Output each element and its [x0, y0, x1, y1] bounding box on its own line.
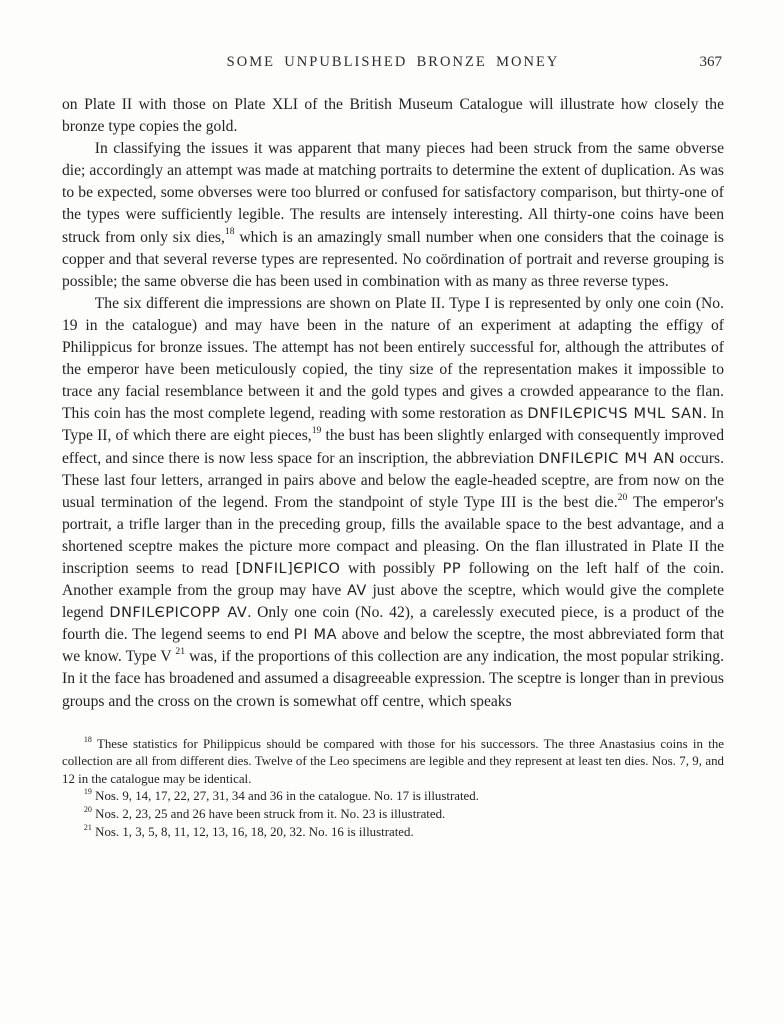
- text-run: The six different die impressions are shown on Plate II. Type I is represented by only one coin (No. 19 in the catalogue) and may have been in the nature of an experiment at adapting the effigy of Philippicus for bronze issues. The attempt has not been entirely successful for, although the attributes of the emperor have been meticulously copied, the tiny size of the representation makes it impossible to trace any facial resemblance between it and the gold types and gives a crowded appearance to the flan. This coin has the most complete legend, reading with some restoration as: [62, 294, 724, 423]
- coin-legend: DNFILЄPIC MЧ AN: [538, 450, 676, 467]
- coin-legend: [DNFIL]ЄPICO: [235, 560, 341, 577]
- footnote-ref: 18: [224, 226, 235, 238]
- text-run: . In Type II, of which there are eight pieces,: [62, 405, 724, 445]
- footnote-18: [62, 736, 724, 789]
- paragraph-die-impressions: [62, 293, 724, 713]
- paragraph-classifying-issues: [62, 138, 724, 293]
- text-run: Nos. 9, 14, 17, 22, 27, 31, 34 and 36 in the catalogue. No. 17 is illustrated.: [91, 789, 479, 804]
- coin-legend: DNFILЄPICЧS MЧL SAN: [527, 406, 703, 423]
- footnote-ref: 21: [83, 822, 92, 832]
- text-run: following on the left half of the coin. Another example from the group may have: [62, 559, 724, 600]
- footnote-19: [62, 788, 724, 806]
- body-text: [62, 94, 724, 713]
- footnotes: [62, 736, 724, 842]
- text-run: on Plate II with those on Plate XLI of the British Museum Catalogue will illustrate how closely the bronze type copies the gold.: [62, 96, 724, 136]
- footnote-20: [62, 806, 724, 824]
- coin-legend: AV: [346, 583, 367, 600]
- text-run: the bust has been slightly enlarged with consequently improved effect, and since there is now less space for an inscription, the abbreviation: [62, 427, 724, 467]
- text-run: which is an amazingly small number when one considers that the coinage is copper and that several reverse types are represented. No coördination of portrait and reverse grouping is possible; the same obverse die has been used in combination with as many as three reverse types.: [62, 228, 724, 290]
- text-run: Nos. 2, 23, 25 and 26 have been struck from it. No. 23 is illustrated.: [91, 807, 446, 821]
- coin-legend: PI MA: [293, 627, 338, 644]
- text-run: was, if the proportions of this collection are any indication, the most popular striking. In it the face has broadened and assumed a disagreeable expression. The sceptre is longer than in previous groups and the cross on the crown is somewhat off centre, which speaks: [62, 648, 725, 710]
- page-number: 367: [699, 54, 722, 70]
- running-title: SOME UNPUBLISHED BRONZE MONEY: [226, 54, 560, 70]
- footnote-21: [62, 824, 724, 842]
- text-run: Nos. 1, 3, 5, 8, 11, 12, 13, 16, 18, 20, 32. No. 16 is illustrated.: [91, 824, 414, 839]
- text-run: just above the sceptre, which would give the complete legend: [62, 582, 724, 622]
- footnote-ref: 18: [83, 734, 92, 744]
- coin-legend: DNFILЄPICOPP AV: [109, 605, 248, 622]
- paragraph-continuation: [62, 94, 724, 138]
- footnote-ref: 19: [83, 787, 92, 797]
- text-run: In classifying the issues it was apparent that many pieces had been struck from the same obverse die; accordingly an attempt was made at matching portraits to determine the extent of duplication. As was to be expected, some obverses were too blurred or confused for satisfactory comparison, but thirty-one of the types were sufficiently legible. The results are intensely interesting. All thirty-one coins have been struck from only six dies,: [62, 140, 724, 246]
- text-run: with possibly: [340, 559, 443, 577]
- footnote-ref: 20: [617, 491, 628, 503]
- text-run: occurs. These last four letters, arranged in pairs above and below the eagle-headed sceptre, are from now on the usual termination of the legend. From the standpoint of style Type III is the best die.: [62, 449, 725, 511]
- text-run: The emperor's portrait, a trifle larger than in the preceding group, fills the available space to the best advantage, and a shortened sceptre makes the picture more compact and pleasing. On the flan illustrated in Plate II the inscription seems to read: [62, 493, 724, 577]
- footnote-ref: 21: [175, 646, 186, 658]
- page-header: [62, 54, 724, 74]
- footnote-ref: 20: [83, 804, 92, 814]
- footnote-ref: 19: [311, 425, 322, 437]
- text-run: above and below the sceptre, the most abbreviated form that we know. Type V: [62, 626, 724, 666]
- coin-legend: PP: [442, 560, 462, 577]
- text-run: These statistics for Philippicus should be compared with those for his successors. The three Anastasius coins in the collection are all from different dies. Twelve of the Leo specimens are legible and they represent at least ten dies. Nos. 7, 9, and 12 in the catalogue may be identical.: [62, 736, 724, 786]
- text-run: . Only one coin (No. 42), a carelessly executed piece, is a product of the fourth die. The legend seems to end: [62, 604, 724, 644]
